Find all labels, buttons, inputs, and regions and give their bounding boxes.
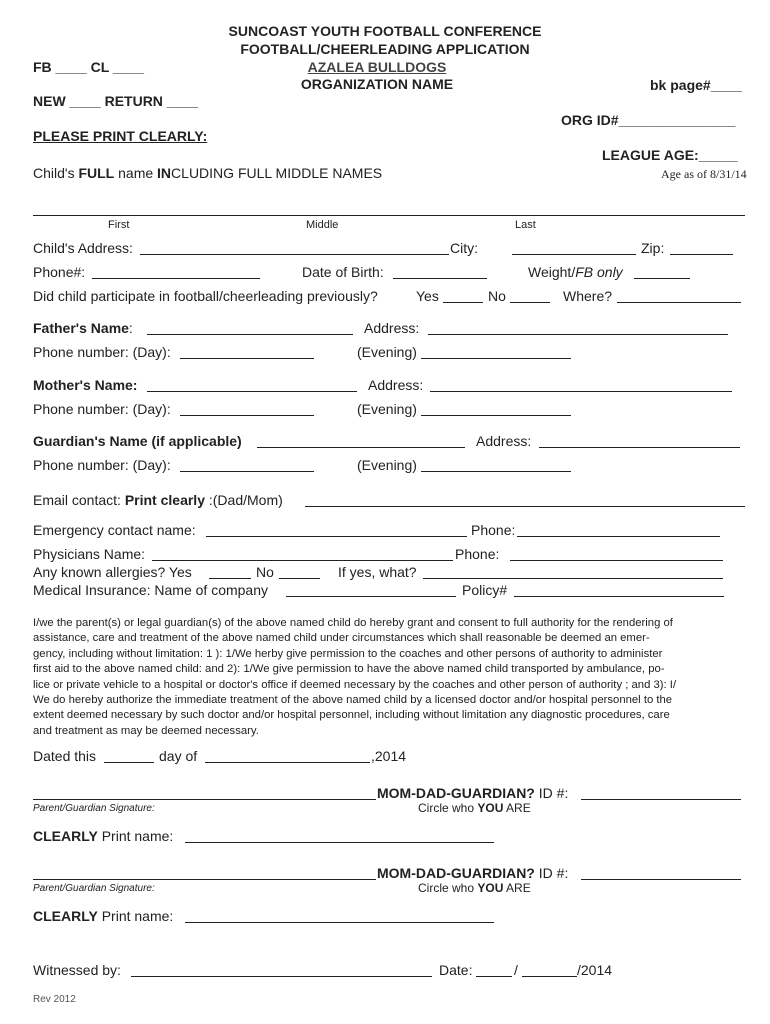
guardian-name-label: Guardian's Name (if applicable) [33, 433, 242, 449]
child-city-line[interactable] [512, 254, 636, 255]
participation-yes-line[interactable] [443, 302, 483, 303]
child-city-label: City: [450, 240, 478, 256]
child-address-label: Child's Address: [33, 240, 133, 256]
emergency-contact-label: Emergency contact name: [33, 522, 196, 538]
father-phone-day-line[interactable] [180, 358, 314, 359]
mother-address-line[interactable] [430, 391, 732, 392]
consent-line: first aid to the above named child: and 2): 1/We give permission to have the above named child transported by ambulance, po- [33, 663, 665, 676]
mother-name-line[interactable] [147, 391, 357, 392]
consent-paragraph [33, 616, 749, 739]
mother-phone-day-label: Phone number: (Day): [33, 401, 171, 417]
witnessed-by-line[interactable] [131, 976, 432, 977]
email-contact-label: Email contact: Print clearly :(Dad/Mom) [33, 492, 283, 508]
consent-line: I/we the parent(s) or legal guardian(s) of the above named child do hereby grant and consent to full authority for the rendering of [33, 617, 673, 629]
dated-year-label: ,2014 [371, 748, 407, 764]
child-full-name-line[interactable] [33, 215, 745, 216]
guardian-phone-day-label: Phone number: (Day): [33, 457, 171, 473]
mother-phone-evening-line[interactable] [421, 415, 571, 416]
consent-line: lice or private vehicle to a hospital or doctor's office if deemed necessary by the coaches and other person of authority ; and 3): I/ [33, 678, 677, 691]
guardian-phone-evening-label: (Evening) [357, 457, 417, 473]
organization-name-value[interactable]: AZALEA BULLDOGS [307, 59, 447, 75]
league-age-field[interactable]: LEAGUE AGE:_____ [602, 147, 738, 163]
emergency-phone-line[interactable] [517, 536, 720, 537]
first-name-caption: First [108, 219, 130, 231]
child-address-line[interactable] [140, 254, 449, 255]
allergies-no-label: No [256, 564, 274, 580]
father-phone-evening-line[interactable] [421, 358, 571, 359]
print-name-line[interactable] [185, 842, 494, 843]
participation-yes-label: Yes [416, 288, 439, 304]
policy-number-line[interactable] [514, 596, 724, 597]
physician-phone-label: Phone: [455, 546, 500, 562]
signer-id-line[interactable] [581, 879, 741, 880]
guardian-phone-evening-line[interactable] [421, 471, 571, 472]
guardian-address-label: Address: [476, 433, 532, 449]
consent-line: assistance, care and treatment of the above named child under circumstances which shall reasonable be deemed an emer- [33, 632, 650, 645]
policy-number-label: Policy# [462, 582, 508, 598]
circle-who-note: Circle who YOU ARE [418, 881, 531, 895]
signature-caption: Parent/Guardian Signature: [33, 803, 155, 814]
child-phone-label: Phone#: [33, 264, 86, 280]
dated-month-line[interactable] [205, 762, 370, 763]
father-address-line[interactable] [428, 334, 728, 335]
witness-date-month-line[interactable] [476, 976, 512, 977]
mother-phone-evening-label: (Evening) [357, 401, 417, 417]
revision-label: Rev 2012 [33, 994, 76, 1005]
participation-no-line[interactable] [510, 302, 550, 303]
email-contact-line[interactable] [305, 506, 745, 507]
witness-date-slash: / [514, 962, 518, 978]
weight-label: Weight/FB only [528, 264, 623, 280]
father-address-label: Address: [364, 320, 420, 336]
allergies-what-label: If yes, what? [338, 564, 417, 580]
form-subtitle: FOOTBALL/CHEERLEADING APPLICATION [240, 41, 530, 57]
print-name-label: CLEARLY Print name: [33, 828, 174, 844]
father-phone-evening-label: (Evening) [357, 344, 417, 360]
guardian-name-line[interactable] [257, 447, 465, 448]
form-title: SUNCOAST YOUTH FOOTBALL CONFERENCE [228, 23, 542, 39]
print-name-label: CLEARLY Print name: [33, 908, 174, 924]
mom-dad-guardian-label: MOM-DAD-GUARDIAN? ID #: [377, 785, 569, 801]
emergency-contact-line[interactable] [206, 536, 467, 537]
dated-this-label: Dated this [33, 748, 97, 764]
physician-phone-line[interactable] [510, 560, 723, 561]
parent-signature-line[interactable] [33, 879, 376, 880]
fb-cl-field[interactable]: FB ____ CL ____ [33, 59, 145, 75]
child-zip-label: Zip: [641, 240, 665, 256]
mother-phone-day-line[interactable] [180, 415, 314, 416]
organization-name-label: ORGANIZATION NAME [300, 76, 454, 92]
participation-question: Did child participate in football/cheerleading previously? [33, 288, 378, 304]
father-name-line[interactable] [147, 334, 353, 335]
mom-dad-guardian-label: MOM-DAD-GUARDIAN? ID #: [377, 865, 569, 881]
dated-day-line[interactable] [104, 762, 154, 763]
witness-date-day-line[interactable] [522, 976, 577, 977]
father-name-label: Father's Name: [33, 320, 133, 336]
child-zip-line[interactable] [670, 254, 733, 255]
print-clearly-heading: PLEASE PRINT CLEARLY: [33, 128, 208, 144]
dob-line[interactable] [393, 278, 487, 279]
insurance-company-label: Medical Insurance: Name of company [33, 582, 268, 598]
print-name-line[interactable] [185, 922, 494, 923]
witness-date-label: Date: [439, 962, 473, 978]
consent-line: and treatment as may be deemed necessary. [33, 724, 259, 737]
mother-name-label: Mother's Name: [33, 377, 138, 393]
witnessed-by-label: Witnessed by: [33, 962, 121, 978]
participation-where-label: Where? [563, 288, 613, 304]
signer-id-line[interactable] [581, 799, 741, 800]
dob-label: Date of Birth: [302, 264, 384, 280]
child-phone-line[interactable] [92, 278, 260, 279]
witness-date-year: /2014 [577, 962, 613, 978]
parent-signature-line[interactable] [33, 799, 376, 800]
allergies-yes-line[interactable] [209, 578, 251, 579]
insurance-company-line[interactable] [286, 596, 456, 597]
consent-line: extent deemed necessary by such doctor and/or hospital personnel, including without limitation any diagnostic procedures, care [33, 709, 670, 722]
physician-name-label: Physicians Name: [33, 546, 146, 562]
consent-line: gency, including without limitation: 1 ): 1/We herby give permission to the coaches and other persons of authority to administer [33, 647, 663, 660]
allergies-no-line[interactable] [279, 578, 320, 579]
father-phone-day-label: Phone number: (Day): [33, 344, 171, 360]
allergies-what-line[interactable] [423, 578, 723, 579]
emergency-phone-label: Phone: [471, 522, 516, 538]
age-as-of-note: Age as of 8/31/14 [661, 167, 747, 181]
weight-line[interactable] [634, 278, 690, 279]
guardian-address-line[interactable] [539, 447, 740, 448]
mother-address-label: Address: [368, 377, 424, 393]
circle-who-note: Circle who YOU ARE [418, 801, 531, 815]
participation-no-label: No [488, 288, 506, 304]
consent-line: We do hereby authorize the immediate treatment of the above named child by a licensed doctor and/or hospital personnel to the [33, 694, 673, 707]
child-name-instruction: Child's FULL name INCLUDING FULL MIDDLE NAMES [33, 165, 383, 181]
physician-name-line[interactable] [152, 560, 453, 561]
org-id-field[interactable]: ORG ID#_______________ [561, 112, 736, 128]
last-name-caption: Last [515, 219, 536, 231]
bk-page-field[interactable]: bk page#____ [650, 77, 742, 93]
allergies-label: Any known allergies? Yes [33, 564, 192, 580]
guardian-phone-day-line[interactable] [180, 471, 314, 472]
signature-caption: Parent/Guardian Signature: [33, 883, 155, 894]
participation-where-line[interactable] [617, 302, 741, 303]
middle-name-caption: Middle [306, 219, 339, 231]
dated-day-of-label: day of [159, 748, 198, 764]
new-return-field[interactable]: NEW ____ RETURN ____ [33, 93, 198, 109]
